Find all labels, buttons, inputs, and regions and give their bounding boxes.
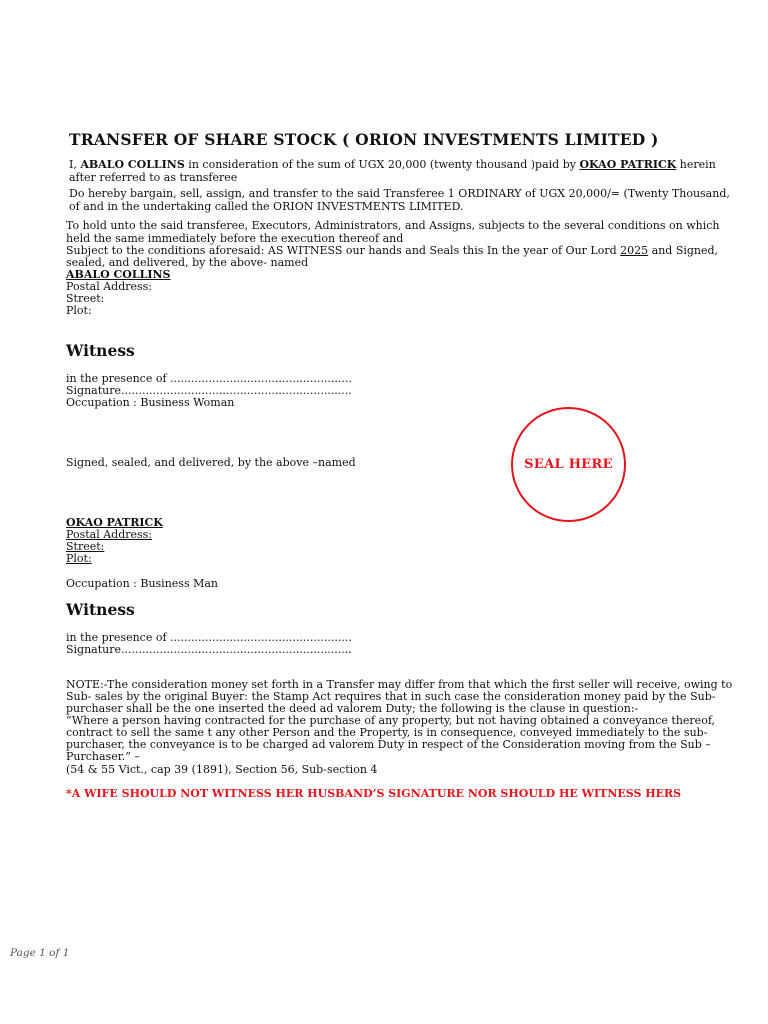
transferee-name: OKAO PATRICK xyxy=(66,516,163,529)
seal-label: SEAL HERE xyxy=(524,456,613,472)
para2-line1: Do hereby bargain, sell, assign, and transfer to the said Transferee 1 ORDINARY of UGX 20,000/= (Twenty Thousand, xyxy=(69,187,730,200)
transferor-street: Street: xyxy=(66,292,105,305)
transferee-street: Street: xyxy=(66,540,105,553)
witness1-presence: in the presence of .................................................... xyxy=(66,372,352,385)
transferee-occupation: Occupation : Business Man xyxy=(66,577,218,590)
warning-notice: *A WIFE SHOULD NOT WITNESS HER HUSBAND’S SIGNATURE NOR SHOULD HE WITNESS HERS xyxy=(66,787,682,800)
witness1-signature: Signature.................................................................. xyxy=(66,384,352,397)
note-line-5: contract to sell the same t any other Person and the Property, is in consequence, conveyed immediately to the sub- xyxy=(66,726,708,739)
note-line-6: purchaser, the conveyance is to be charged ad valorem Duty in respect of the Consideration moving from the Sub – xyxy=(66,738,711,751)
signed-sealed-line: Signed, sealed, and delivered, by the above –named xyxy=(66,456,356,469)
transferor-name-inline: ABALO COLLINS xyxy=(80,158,185,171)
transferor-name: ABALO COLLINS xyxy=(66,268,171,281)
para2-line2: of and in the undertaking called the ORION INVESTMENTS LIMITED. xyxy=(69,200,464,213)
witness-heading-1: Witness xyxy=(66,341,135,360)
para1-line1 xyxy=(69,159,716,171)
note-line-4: “Where a person having contracted for the purchase of any property, but not having obtained a conveyance thereof, xyxy=(66,714,715,727)
transferor-plot: Plot: xyxy=(66,304,92,317)
transferee-name-inline: OKAO PATRICK xyxy=(579,158,677,171)
transferee-plot: Plot: xyxy=(66,552,92,565)
para1-post: herein xyxy=(676,158,716,171)
note-line-8: (54 & 55 Vict., cap 39 (1891), Section 56, Sub-section 4 xyxy=(66,763,378,776)
note-line-2: Sub- sales by the original Buyer: the Stamp Act requires that in such case the consideration money paid by the Sub- xyxy=(66,690,716,703)
witness2-signature: Signature.................................................................. xyxy=(66,643,352,656)
witness1-occupation: Occupation : Business Woman xyxy=(66,396,235,409)
year-value: 2025 xyxy=(620,244,649,257)
seal-circle xyxy=(511,407,626,522)
para3-line1: To hold unto the said transferee, Executors, Administrators, and Assigns, subjects to the several conditions on which xyxy=(66,219,720,232)
page-number: Page 1 of 1 xyxy=(10,947,70,959)
para1-line2: after referred to as transferee xyxy=(69,171,238,184)
note-line-1: NOTE:-The consideration money set forth in a Transfer may differ from that which the first seller will receive, owing to xyxy=(66,678,733,691)
document-title: TRANSFER OF SHARE STOCK ( ORION INVESTMENTS LIMITED ) xyxy=(69,130,659,149)
para3-line3-post: and Signed, xyxy=(648,244,719,257)
witness2-presence: in the presence of .................................................... xyxy=(66,631,352,644)
transferor-postal-address: Postal Address: xyxy=(66,280,153,293)
witness-heading-2: Witness xyxy=(66,600,135,619)
para1-pre: I, xyxy=(69,158,81,171)
para3-line4: sealed, and delivered, by the above- named xyxy=(66,256,309,269)
para3-line3-pre: Subject to the conditions aforesaid: AS WITNESS our hands and Seals this In the year of Our Lord xyxy=(66,244,621,257)
para1-mid: in consideration of the sum of UGX 20,000 (twenty thousand )paid by xyxy=(184,158,580,171)
note-line-3: purchaser shall be the one inserted the deed ad valorem Duty; the following is the clause in question:- xyxy=(66,702,639,715)
para3-line2: held the same immediately before the execution thereof and xyxy=(66,232,404,245)
note-line-7: Purchaser.” – xyxy=(66,750,140,763)
transferee-postal-address: Postal Address: xyxy=(66,528,153,541)
